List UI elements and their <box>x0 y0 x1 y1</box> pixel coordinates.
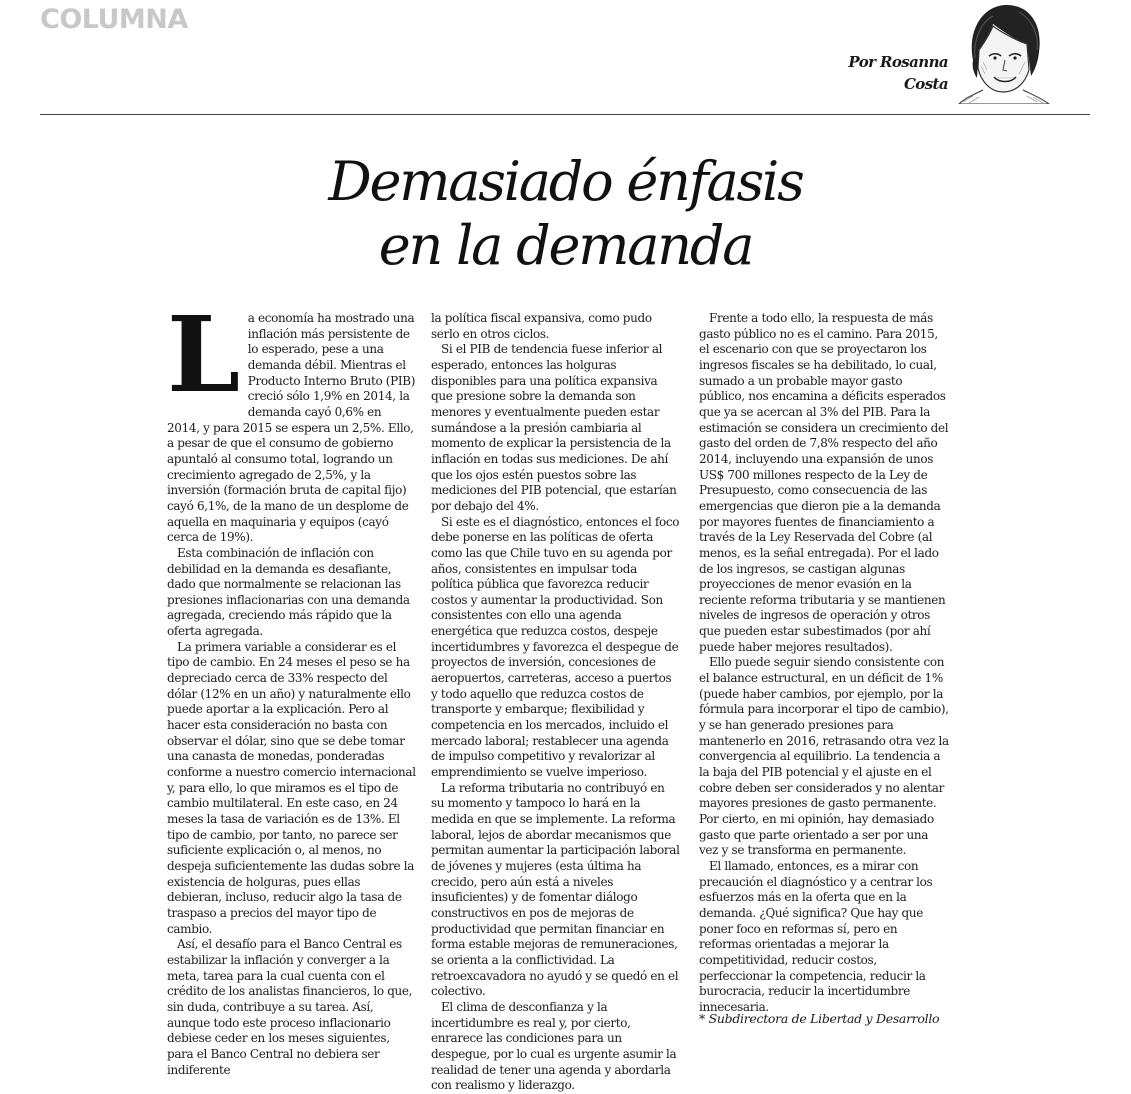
article-paragraph: la política fiscal expansiva, como pudo serlo en otros ciclos. <box>431 311 652 341</box>
article-paragraph: Ello puede seguir siendo consistente con el balance estructural, en un déficit de 1% (puede haber cambios, por ejemplo, por la fórmula para incorporar el tipo de cambio), y se han generado presiones para mantenerlo en 2016, retrasando otra vez la convergencia al equilibrio. La tendencia a la baja del PIB potencial y el ajuste en el cobre deben ser considerados y no alentar mayores presiones de gasto permanente. Por cierto, en mi opinión, hay demasiado gasto que parte orientado a ser por una vez y se transforma en permanente. <box>699 655 949 858</box>
byline-line-2: Costa <box>903 75 948 93</box>
article-paragraph: Si el PIB de tendencia fuese inferior al esperado, entonces las holguras disponibles para una política expansiva que presione sobre la demanda son menores y eventualmente pueden estar sumándose a la presión cambiaria al momento de explicar la persistencia de la inflación en todas sus mediciones. De ahí que los ojos estén puestos sobre las mediciones del PIB potencial, que estarían por debajo del 4%. <box>431 342 677 513</box>
drop-cap: L <box>167 293 240 416</box>
section-label: COLUMNA <box>40 4 188 35</box>
header-divider <box>40 114 1090 115</box>
article-column-1 <box>167 293 417 1078</box>
article-paragraph: La reforma tributaria no contribuyó en su momento y tampoco lo hará en la medida en que se implemente. La reforma laboral, lejos de abordar mecanismos que permitan aumentar la participación laboral de jóvenes y mujeres (esta última ha crecido, pero aún está a niveles insuficientes) y de fomentar diálogo constructivos en pos de mejoras de productividad que permitan financiar en forma estable mejoras de remuneraciones, se orienta a la conflictividad. La retroexcavadora no ayudó y se quedó en el colectivo. <box>431 780 680 999</box>
article-paragraph: Si este es el diagnóstico, entonces el foco debe ponerse en las políticas de oferta como las que Chile tuvo en su agenda por años, consistentes en impulsar toda política pública que favorezca reducir costos y aumentar la productividad. Son consistentes con ello una agenda energética que reduzca costos, despeje incertidumbres y favorezca el despegue de proyectos de inversión, concesiones de aeropuertos, carreteras, acceso a puertos y todo aquello que reduzca costos de transporte y embarque; flexibilidad y competencia en los mercados, incluido el mercado laboral; restablecer una agenda de impulso competitivo y revalorizar al emprendimiento se vuelve imperioso. <box>431 514 680 780</box>
byline-line-1: Por Rosanna <box>848 53 948 71</box>
author-footnote: * Subdirectora de Libertad y Desarrollo <box>699 1011 940 1026</box>
author-portrait <box>953 0 1053 104</box>
headline-line-1: Demasiado énfasis <box>328 150 803 213</box>
article-paragraph: El clima de desconfianza y la incertidumbre es real y, por cierto, enrarece las condiciones para un despegue, por lo cual es urgente asumir la realidad de tener una agenda y abordarla con realismo y liderazgo. <box>431 999 677 1093</box>
article-paragraph: La economía ha mostrado una inflación más persistente de lo esperado, pese a una demanda débil. Mientras el Producto Interno Bruto (PIB) creció sólo 1,9% en 2014, la demanda cayó 0,6% en 2014, y para 2015 se espera un 2,5%. Ello, a pesar de que el consumo de gobierno apuntaló al consumo total, logrando un crecimiento agregado de 2,5%, y la inversión (formación bruta de capital fijo) cayó 6,1%, de la mano de un desplome de aquella en maquinaria y equipos (cayó cerca de 19%). <box>167 293 416 545</box>
article-paragraph: Frente a todo ello, la respuesta de más gasto público no es el camino. Para 2015, el escenario con que se proyectaron los ingresos fiscales se ha debilitado, lo cual, sumado a un probable mayor gasto público, nos encamina a déficits esperados que ya se acercan al 3% del PIB. Para la estimación se considera un crecimiento del gasto del orden de 7,8% respecto del año 2014, incluyendo una expansión de unos US$ 700 millones respecto de la Ley de Presupuesto, como consecuencia de las emergencias que dieron pie a la demanda por mayores fuentes de financiamiento a través de la Ley Reservada del Cobre (al menos, es la señal entregada). Por el lado de los ingresos, se castigan algunas proyecciones de menor evasión en la reciente reforma tributaria y se mantienen niveles de ingresos de operación y otros que pueden estar subestimados (por ahí puede haber mejores resultados). <box>699 311 949 654</box>
author-byline <box>848 51 948 95</box>
article-column-2 <box>431 311 681 1094</box>
article-paragraph: Esta combinación de inflación con debilidad en la demanda es desafiante, dado que normalmente se relacionan las presiones inflacionarias con una demanda agregada, creciendo más rápido que la oferta agregada. <box>167 545 410 639</box>
article-column-3 <box>699 311 949 1016</box>
article-paragraph: El llamado, entonces, es a mirar con precaución el diagnóstico y a centrar los esfuerzos más en la oferta que en la demanda. ¿Qué significa? Que hay que poner foco en reformas sí, pero en reformas orientadas a mejorar la competitividad, reducir costos, perfeccionar la competencia, reducir la burocracia, reducir la incertidumbre innecesaria. <box>699 858 933 1014</box>
article-headline <box>0 150 1131 278</box>
headline-line-2: en la demanda <box>378 214 753 277</box>
article-paragraph: Así, el desafío para el Banco Central es estabilizar la inflación y converger a la meta, tarea para la cual cuenta con el crédito de los analistas financieros, lo que, sin duda, contribuye a su tarea. Así, aunque todo este proceso inflacionario debiese ceder en los meses siguientes, para el Banco Central no debiera ser indiferente <box>167 937 413 1077</box>
article-paragraph: La primera variable a considerar es el tipo de cambio. En 24 meses el peso se ha depreciado cerca de 33% respecto del dólar (12% en un año) y naturalmente ello puede aportar a la explicación. Pero al hacer esta consideración no basta con observar el dólar, sino que se debe tomar una canasta de monedas, ponderadas conforme a nuestro comercio internacional y, para ello, lo que miramos es el tipo de cambio multilateral. En este caso, en 24 meses la tasa de variación es de 13%. El tipo de cambio, por tanto, no parece ser suficiente explicación o, al menos, no despeja suficientemente las dudas sobre la existencia de holguras, pues ellas debieran, incluso, reducir algo la tasa de traspaso a precios del mayor tipo de cambio. <box>167 639 416 936</box>
